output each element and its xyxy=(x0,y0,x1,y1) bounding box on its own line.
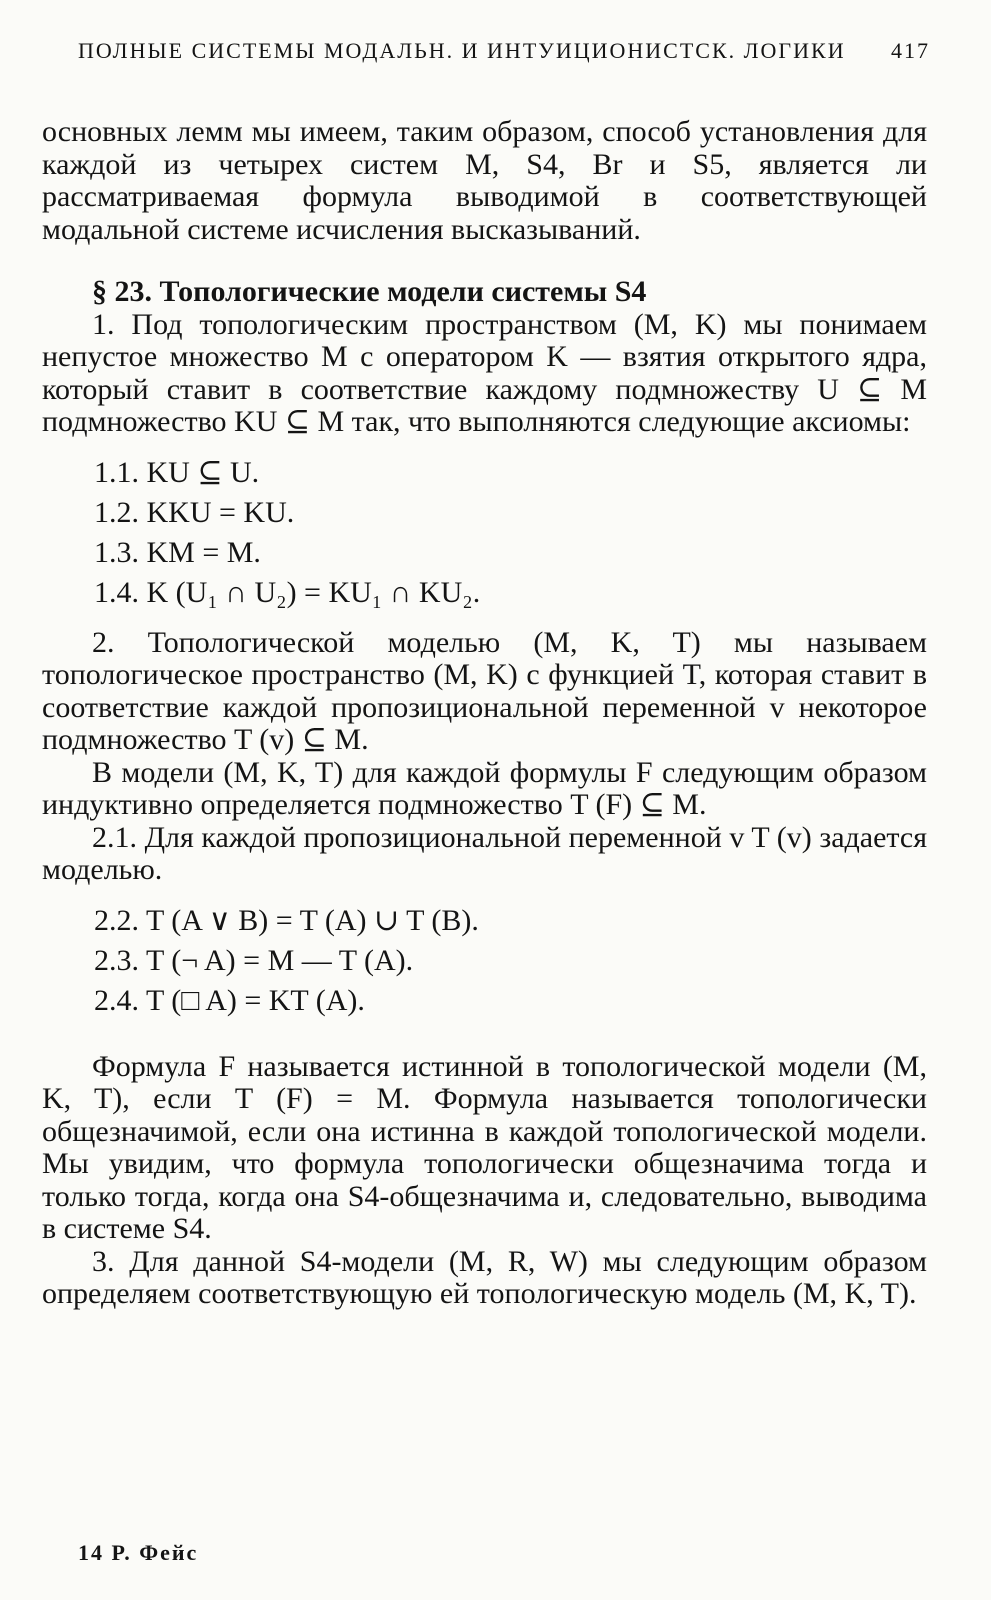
paragraph-truth: Формула F называется истинной в топологической модели (M, K, T), если T (F) = M. Формула называется топологически общезначимой, если она истинна в каждой топологической модели. Мы увидим, что формула топологически общезначима тогда и только тогда, когда она S4-общезначима и, следовательно, выводима в системе S4. xyxy=(42,1049,927,1245)
axiom-list xyxy=(94,453,927,613)
section-title: § 23. Топологические модели системы S4 xyxy=(92,275,647,308)
definition-2-4: 2.4. T (□ A) = KT (A). xyxy=(94,983,365,1017)
paragraph-continuation: основных лемм мы имеем, таким образом, способ установления для каждой из четырех систем M, S4, Br и S5, является ли рассматриваемая формула выводимой в соответствующей модальной системе исчисления высказываний. xyxy=(42,115,927,246)
running-head xyxy=(78,38,930,64)
page-number: 417 xyxy=(891,38,930,63)
paragraph-s4-model: 3. Для данной S4-модели (M, R, W) мы следующим образом определяем соответствующую ей топологическую модель (M, K, T). xyxy=(42,1244,927,1310)
paragraph-induction: В модели (M, K, T) для каждой формулы F следующим образом индуктивно определяется подмножество T (F) ⊆ M. xyxy=(42,755,927,821)
axiom-1-1: 1.1. KU ⊆ U. xyxy=(94,455,260,489)
running-head-title: ПОЛНЫЕ СИСТЕМЫ МОДАЛЬН. И ИНТУИЦИОНИСТСК. ЛОГИКИ xyxy=(78,38,846,63)
paragraph-def-2-1: 2.1. Для каждой пропозициональной переменной v T (v) задается моделью. xyxy=(42,820,927,886)
axiom-1-2: 1.2. KKU = KU. xyxy=(94,495,295,529)
axiom-1-4: 1.4. K (U₁ ∩ U₂) = KU₁ ∩ KU₂. xyxy=(94,575,481,609)
paragraph-topological-space: 1. Под топологическим пространством (M, K) мы понимаем непустое множество M с оператором K — взятия открытого ядра, который ставит в соответствие каждому подмножеству U ⊆ M подмножество KU ⊆ M так, что выполняются следующие аксиомы: xyxy=(42,307,927,438)
axiom-1-3: 1.3. KM = M. xyxy=(94,535,261,569)
definition-2-3: 2.3. T (¬ A) = M — T (A). xyxy=(94,943,414,977)
footer-signature: 14 Р. Фейс xyxy=(78,1540,199,1565)
definition-2-2: 2.2. T (A ∨ B) = T (A) ∪ T (B). xyxy=(94,903,479,937)
definition-list xyxy=(94,901,927,1021)
page-body xyxy=(42,116,927,1311)
paragraph-topological-model: 2. Топологической моделью (M, K, T) мы называем топологическое пространство (M, K) с функцией T, которая ставит в соответствие каждой пропозициональной переменной v некоторое подмножество T (v) ⊆ M. xyxy=(42,625,927,756)
